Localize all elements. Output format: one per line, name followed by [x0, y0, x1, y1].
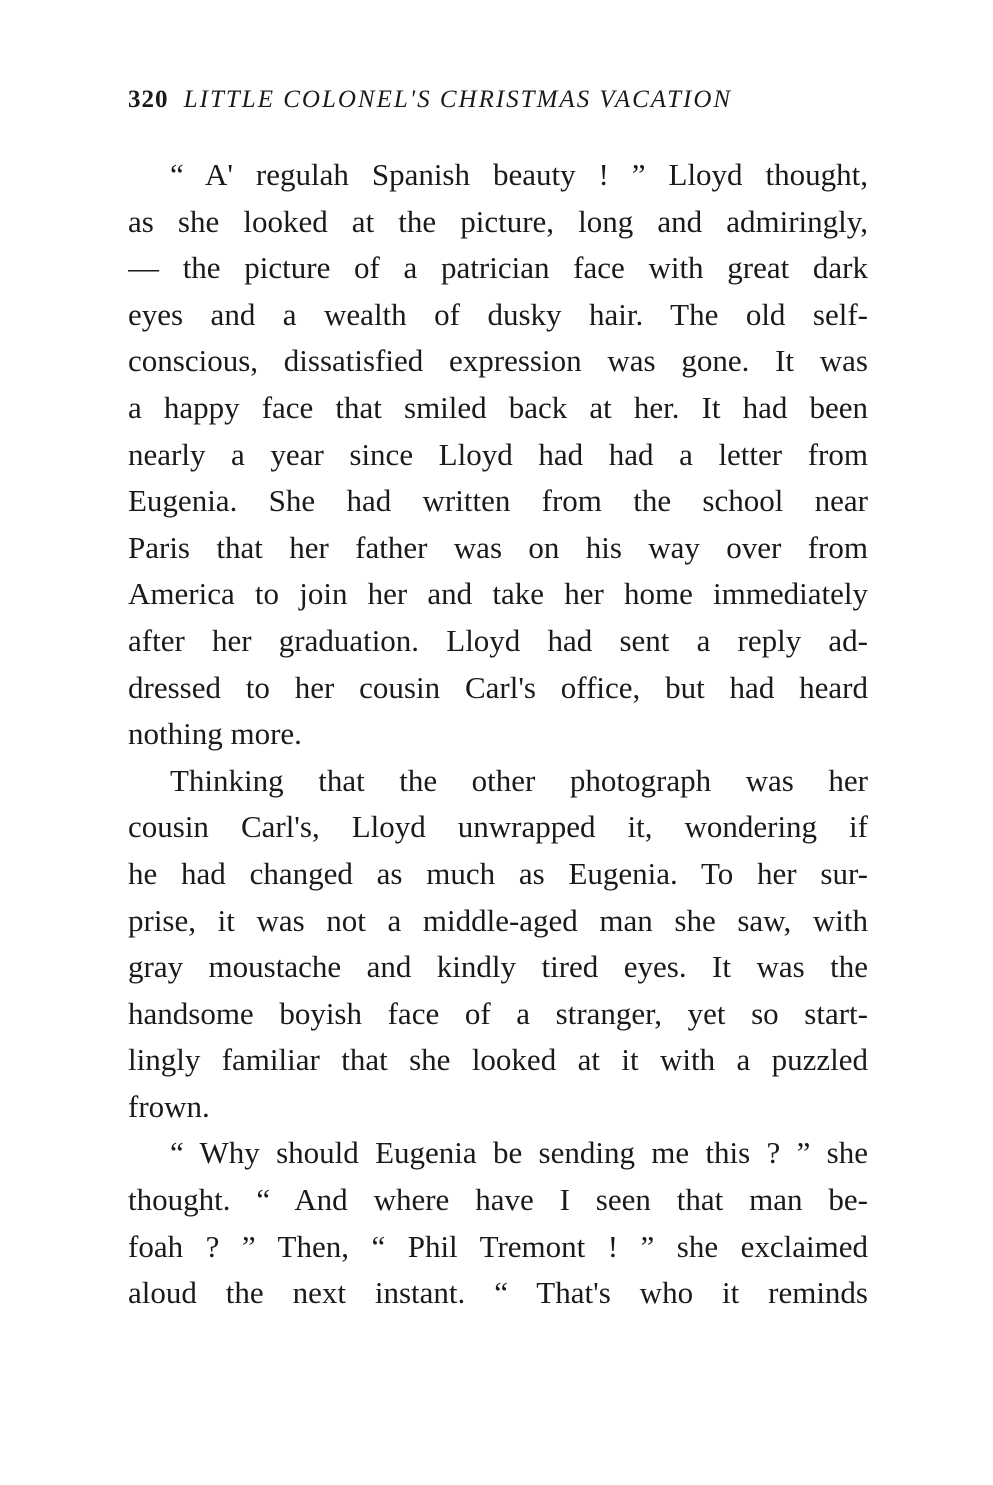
body-text	[128, 152, 868, 1317]
text-line: he had changed as much as Eugenia. To her sur-	[128, 855, 868, 891]
text-line: as she looked at the picture, long and admiringly,	[128, 203, 868, 239]
text-line: prise, it was not a middle-aged man she saw, with	[128, 902, 868, 938]
text-line: — the picture of a patrician face with great dark	[128, 250, 868, 286]
page-number: 320	[128, 86, 169, 113]
text-line: “ Why should Eugenia be sending me this ? ” she	[170, 1135, 868, 1171]
text-line: after her graduation. Lloyd had sent a reply ad-	[128, 622, 868, 658]
text-line: Thinking that the other photograph was her	[170, 762, 868, 798]
text-line: cousin Carl's, Lloyd unwrapped it, wondering if	[128, 809, 868, 845]
text-line: lingly familiar that she looked at it with a puzzled	[128, 1042, 868, 1078]
text-line: a happy face that smiled back at her. It had been	[128, 389, 868, 425]
running-head	[128, 86, 868, 122]
text-line: foah ? ” Then, “ Phil Tremont ! ” she exclaimed	[128, 1228, 868, 1264]
paragraph	[128, 1130, 868, 1316]
text-line: frown.	[128, 1088, 210, 1124]
text-line: eyes and a wealth of dusky hair. The old self-	[128, 296, 868, 332]
text-line: handsome boyish face of a stranger, yet so start-	[128, 995, 868, 1031]
text-line: dressed to her cousin Carl's office, but had heard	[128, 669, 868, 705]
text-line: nothing more.	[128, 716, 302, 752]
running-title: LITTLE COLONEL'S CHRISTMAS VACATION	[183, 86, 733, 113]
text-line: gray moustache and kindly tired eyes. It was the	[128, 949, 868, 985]
text-line: “ A' regulah Spanish beauty ! ” Lloyd thought,	[170, 157, 868, 192]
text-line: conscious, dissatisfied expression was gone. It was	[128, 343, 868, 379]
text-line: Paris that her father was on his way over from	[128, 529, 868, 565]
text-line: America to join her and take her home immediately	[128, 576, 868, 612]
text-line: aloud the next instant. “ That's who it reminds	[128, 1275, 868, 1311]
text-line: thought. “ And where have I seen that man be-	[128, 1182, 868, 1218]
text-line: Eugenia. She had written from the school near	[128, 483, 868, 519]
paragraph	[128, 758, 868, 1131]
paragraph	[128, 152, 868, 758]
text-line: nearly a year since Lloyd had had a letter from	[128, 436, 868, 472]
